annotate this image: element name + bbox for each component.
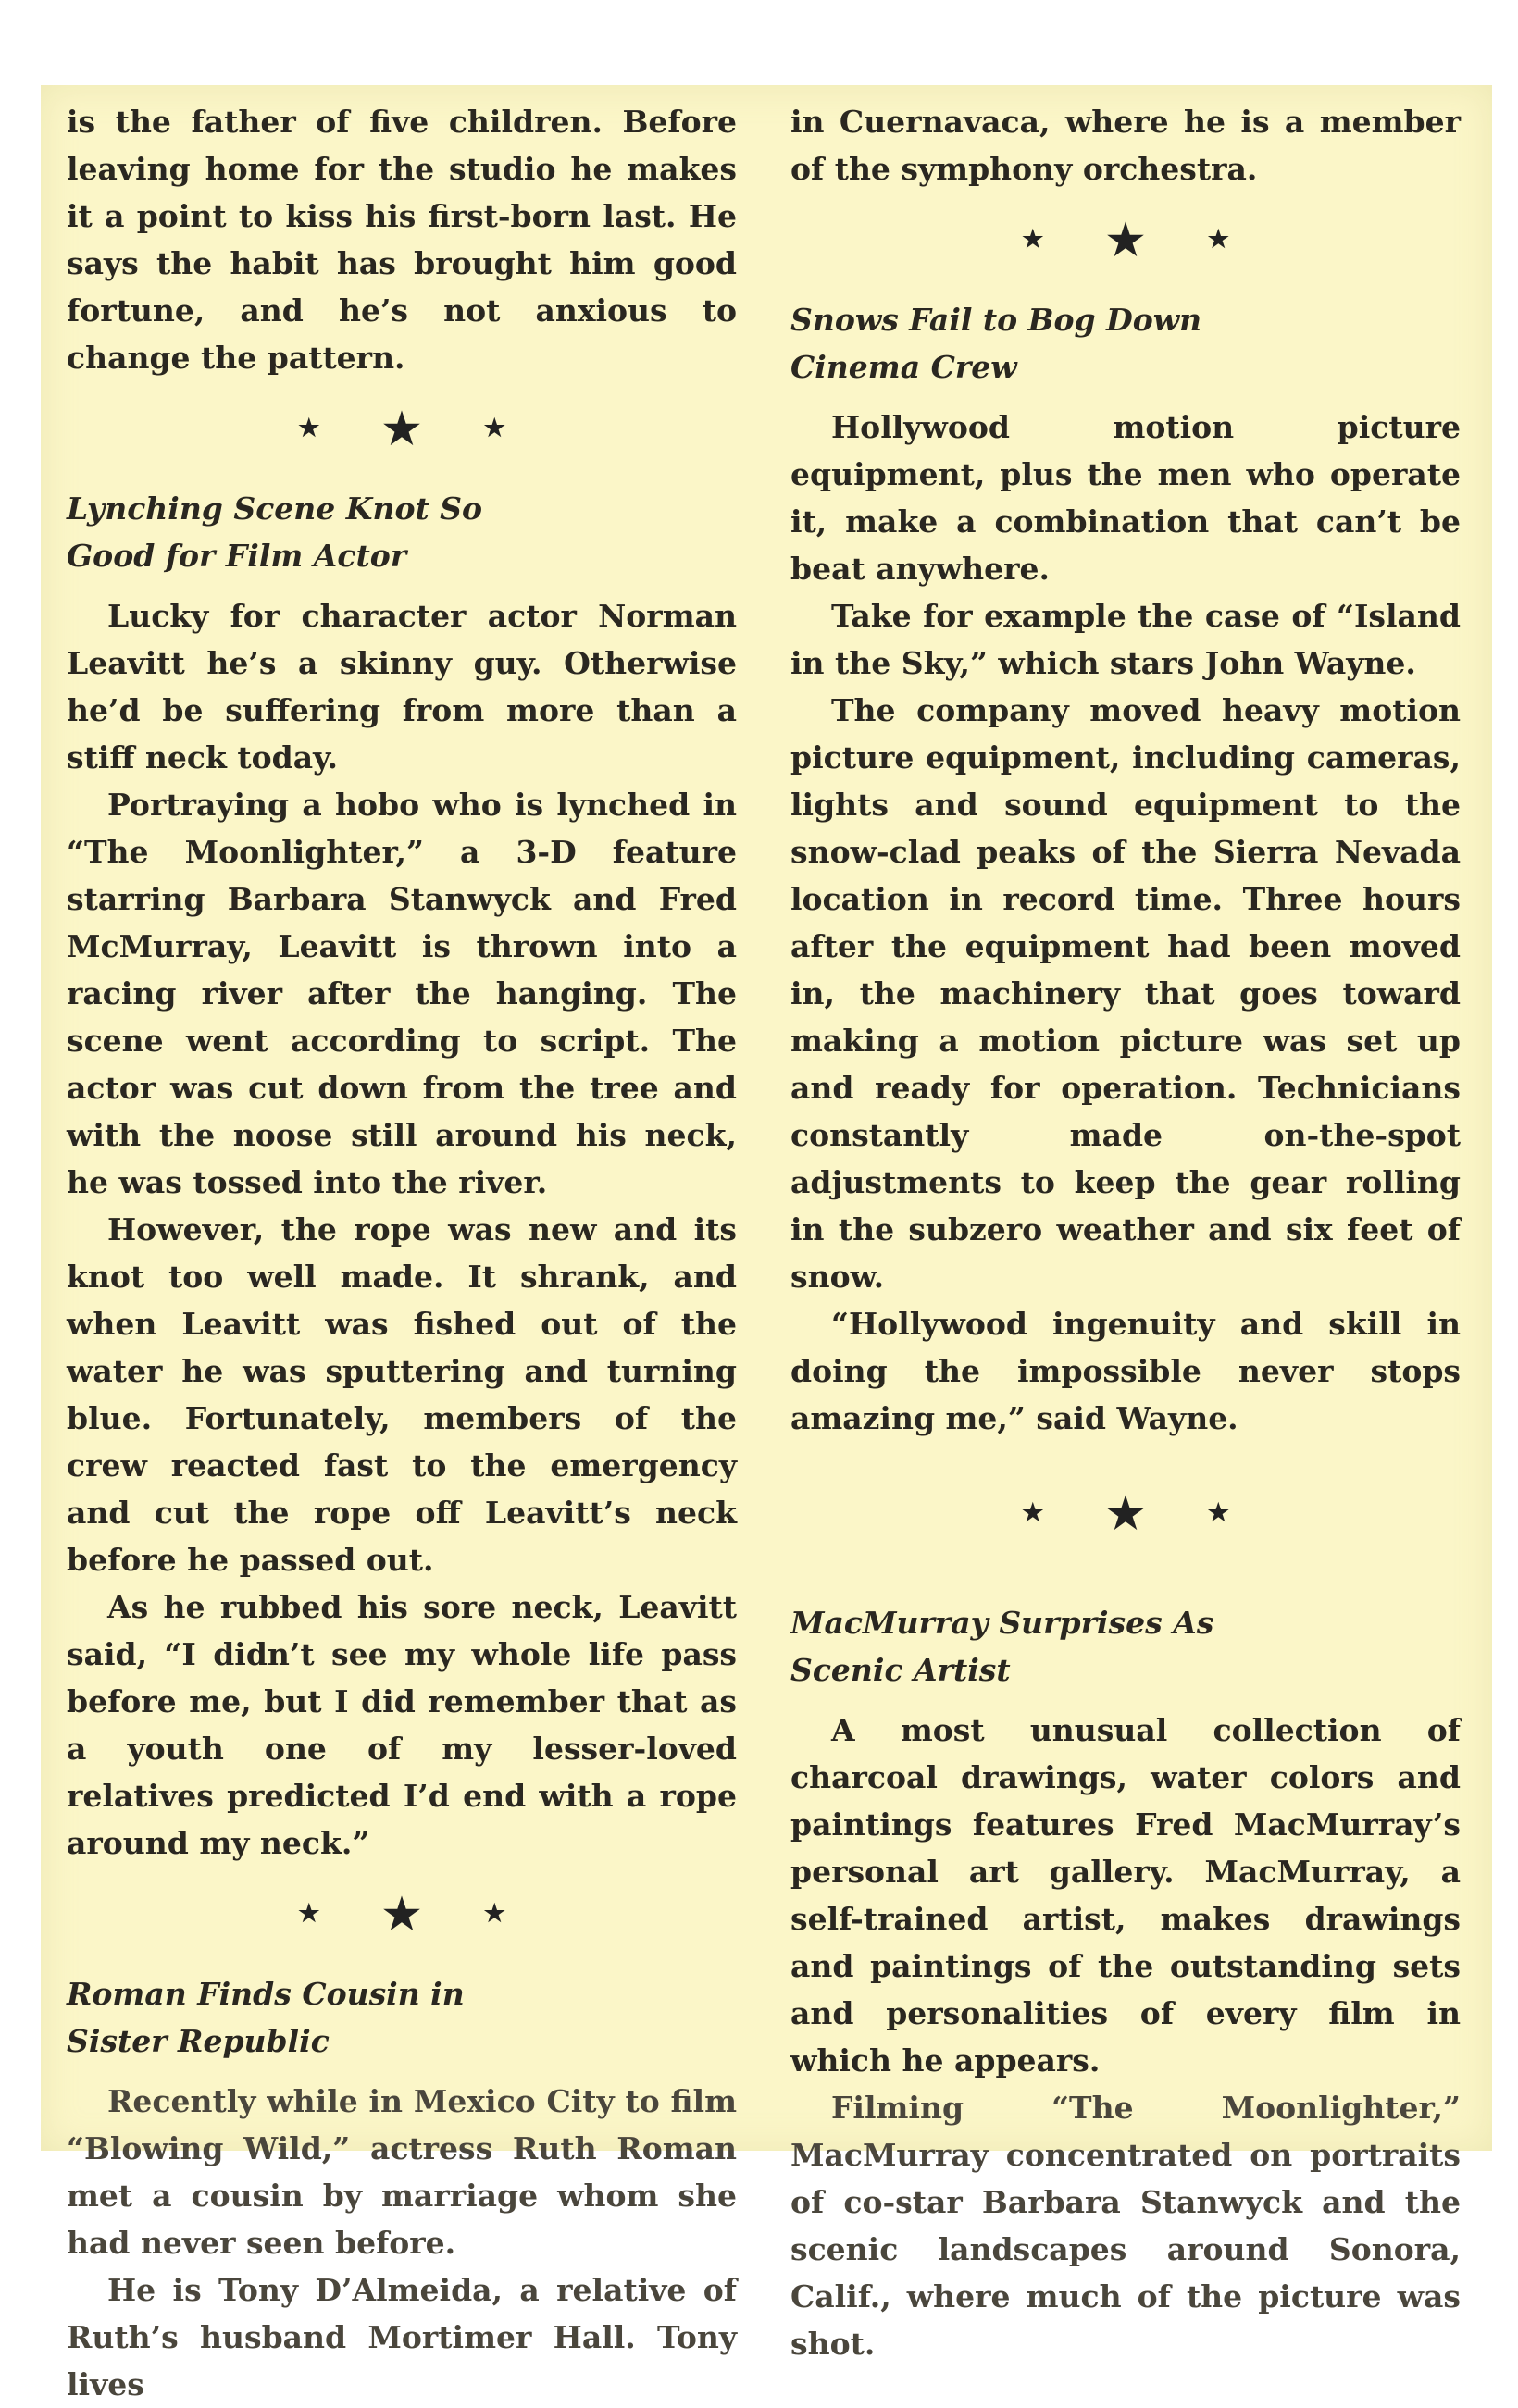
star-icon: ★: [382, 1889, 421, 1939]
paragraph: As he rubbed his sore neck, Leavitt said, “I didn’t see my whole life pass before me, but I did remember that as a youth one of my lesser-loved relatives predicted I’d end with a rope around my neck.”: [67, 1589, 737, 1861]
left-column: [67, 98, 737, 2408]
paragraph: The company moved heavy motion picture equipment, including cameras, lights and sound equipment to the snow-clad peaks of the Sierra Nevada location in record time. Three hours after the equipment had been moved in, the machinery that goes toward making a motion picture was set up and ready for operation. Technicians constantly made on-the-spot adjustments to keep the gear rolling in the subzero weather and six feet of snow.: [790, 692, 1461, 1295]
paragraph: Lucky for character actor Norman Leavitt he’s a skinny guy. Otherwise he’d be suffering from more than a stiff neck today.: [67, 598, 737, 776]
paragraph: Hollywood motion picture equipment, plus the men who operate it, make a combination that can’t be beat anywhere.: [790, 409, 1461, 587]
magazine-page: [41, 85, 1492, 2402]
star-icon: ★: [298, 1900, 320, 1928]
star-icon: ★: [483, 415, 505, 442]
star-divider: [67, 1880, 737, 1944]
star-divider: [790, 1479, 1461, 1544]
star-icon: ★: [1022, 226, 1044, 254]
paragraph: “Hollywood ingenuity and skill in doing the impossible never stops amazing me,” said Wayne.: [790, 1306, 1461, 1436]
article-headline: Snows Fail to Bog Down Cinema Crew: [790, 302, 1202, 385]
star-icon: ★: [1106, 215, 1145, 265]
paragraph: Recently while in Mexico City to film “Blowing Wild,” actress Ruth Roman met a cousin by marriage whom she had never seen before.: [67, 2083, 737, 2261]
paragraph: in Cuernavaca, where he is a member of the symphony orchestra.: [790, 104, 1461, 187]
star-divider: [790, 205, 1461, 270]
article-headline: Lynching Scene Knot So Good for Film Actor: [67, 490, 483, 574]
paragraph: A most unusual collection of charcoal drawings, water colors and paintings features Fred MacMurray’s personal art gallery. MacMurray, a self-trained artist, makes drawings and paintings of the outstanding sets and personalities of every film in which he appears.: [790, 1712, 1461, 2079]
star-icon: ★: [1106, 1488, 1145, 1538]
star-icon: ★: [1207, 1499, 1229, 1527]
paragraph: Portraying a hobo who is lynched in “The Moonlighter,” a 3-D feature starring Barbara Stanwyck and Fred McMurray, Leavitt is thrown into a racing river after the hanging. The scene went according to script. The actor was cut down from the tree and with the noose still around his neck, he was tossed into the river.: [67, 787, 737, 1200]
star-icon: ★: [298, 415, 320, 442]
star-divider: [67, 394, 737, 459]
star-icon: ★: [382, 403, 421, 453]
star-icon: ★: [483, 1900, 505, 1928]
star-icon: ★: [1207, 226, 1229, 254]
paragraph: However, the rope was new and its knot too well made. It shrank, and when Leavitt was fished out of the water he was sputtering and turning blue. Fortunately, members of the crew reacted fast to the emergency and cut the rope off Leavitt’s neck before he passed out.: [67, 1211, 737, 1578]
article-headline: MacMurray Surprises As Scenic Artist: [790, 1605, 1214, 1688]
paragraph: Take for example the case of “Island in the Sky,” which stars John Wayne.: [790, 598, 1461, 681]
paragraph: is the father of five children. Before leaving home for the studio he makes it a point to kiss his first-born last. He says the habit has brought him good fortune, and he’s not anxious to change the pattern.: [67, 104, 737, 376]
right-column: [790, 98, 1461, 2367]
star-icon: ★: [1022, 1499, 1044, 1527]
article-headline: Roman Finds Cousin in Sister Republic: [67, 1976, 465, 2059]
paragraph: He is Tony D’Almeida, a relative of Ruth’s husband Mortimer Hall. Tony lives: [67, 2272, 737, 2402]
paragraph: Filming “The Moonlighter,” MacMurray concentrated on portraits of co-star Barbara Stanwyck and the scenic landscapes around Sonora, Calif., where much of the picture was shot.: [790, 2090, 1461, 2362]
